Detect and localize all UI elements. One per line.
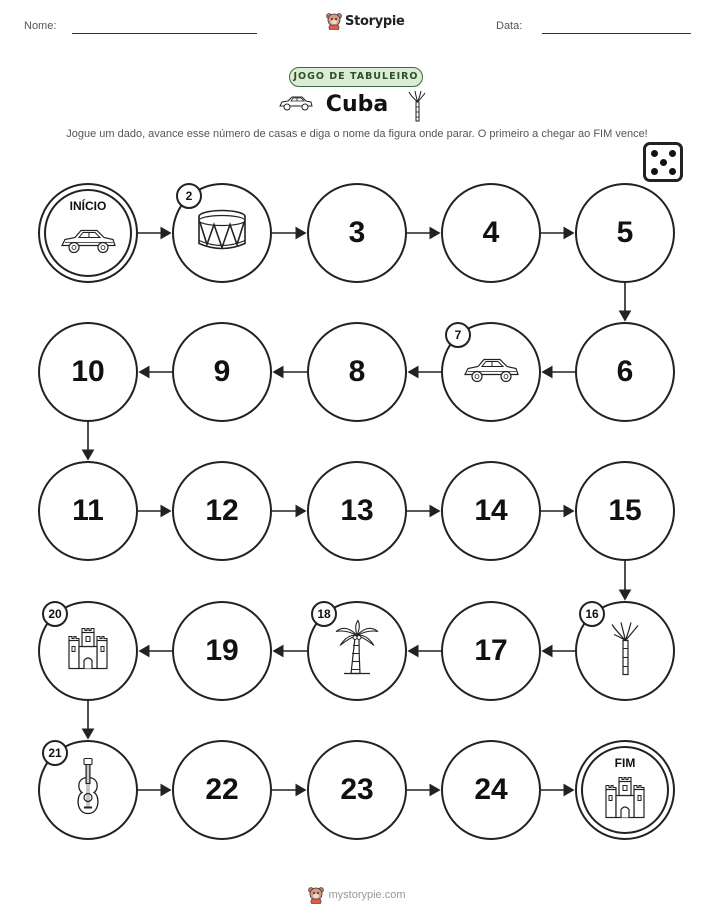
- board-cell-4: [441, 183, 541, 283]
- brand-logo: [326, 12, 405, 30]
- sugarcane-icon: [610, 621, 640, 682]
- board-cell-24: [441, 740, 541, 840]
- board-cell-2: [172, 183, 272, 283]
- cell-number: 24: [474, 773, 508, 806]
- cell-number-badge: 2: [176, 183, 202, 209]
- car-icon: [59, 225, 117, 260]
- board-cell-25: [575, 740, 675, 840]
- instructions-text: Jogue um dado, avance esse número de casas e diga o nome da figura onde parar. O primeiro a chegar ao FIM vence!: [66, 128, 648, 140]
- end-label: FIM: [614, 756, 636, 770]
- board-cell-7: [441, 322, 541, 422]
- car-icon: [462, 355, 520, 390]
- cell-number: 17: [474, 634, 508, 667]
- board-cell-22: [172, 740, 272, 840]
- board-cell-17: [441, 601, 541, 701]
- castle-icon: [603, 775, 647, 824]
- name-label: Nome:: [24, 20, 57, 32]
- cell-number: 6: [616, 355, 634, 388]
- board-cell-20: [38, 601, 138, 701]
- board-cell-3: [307, 183, 407, 283]
- game-type-badge: JOGO DE TABULEIRO: [289, 67, 423, 87]
- cell-number: 3: [348, 216, 366, 249]
- board-cell-10: [38, 322, 138, 422]
- palm-tree-icon: [334, 620, 380, 683]
- board-cell-16: [575, 601, 675, 701]
- cell-number: 14: [474, 494, 508, 527]
- board-cell-6: [575, 322, 675, 422]
- cell-number-badge: 16: [579, 601, 605, 627]
- board-cell-23: [307, 740, 407, 840]
- cell-number-badge: 7: [445, 322, 471, 348]
- date-label: Data:: [496, 20, 523, 32]
- cell-number: 11: [72, 494, 104, 527]
- cell-number: 23: [340, 773, 374, 806]
- footer-url[interactable]: mystorypie.com: [328, 889, 406, 901]
- board-cell-19: [172, 601, 272, 701]
- cell-number-badge: 18: [311, 601, 337, 627]
- date-line[interactable]: [542, 33, 691, 34]
- cell-number: 4: [482, 216, 500, 249]
- sugarcane-icon: [407, 90, 427, 122]
- cell-number: 19: [205, 634, 239, 667]
- cell-number: 12: [205, 494, 239, 527]
- cell-number-badge: 20: [42, 601, 68, 627]
- page-title: Cuba: [325, 92, 389, 117]
- cell-number: 15: [608, 494, 642, 527]
- guitar-icon: [73, 758, 103, 823]
- board-cell-15: [575, 461, 675, 561]
- start-label: INÍCIO: [69, 199, 107, 213]
- board-cell-8: [307, 322, 407, 422]
- bear-mascot-icon: [326, 12, 342, 30]
- board-cell-9: [172, 322, 272, 422]
- board-cell-14: [441, 461, 541, 561]
- board-cell-11: [38, 461, 138, 561]
- footer: [0, 886, 714, 904]
- name-line[interactable]: [72, 33, 257, 34]
- castle-icon: [66, 627, 110, 676]
- dice-icon: [643, 142, 683, 182]
- board-cell-1: [38, 183, 138, 283]
- board-cell-21: [38, 740, 138, 840]
- board-cell-18: [307, 601, 407, 701]
- cell-number: 10: [71, 355, 105, 388]
- board-cell-13: [307, 461, 407, 561]
- cell-number: 9: [213, 355, 231, 388]
- cell-number: 8: [348, 355, 366, 388]
- board-cell-12: [172, 461, 272, 561]
- cell-number-badge: 21: [42, 740, 68, 766]
- cell-number: 5: [616, 216, 634, 249]
- board-cell-5: [575, 183, 675, 283]
- cell-number: 13: [340, 494, 374, 527]
- bear-mascot-icon: [308, 886, 324, 904]
- drum-icon: [196, 208, 248, 259]
- brand-name: Storypie: [345, 13, 405, 29]
- cell-number: 22: [205, 773, 239, 806]
